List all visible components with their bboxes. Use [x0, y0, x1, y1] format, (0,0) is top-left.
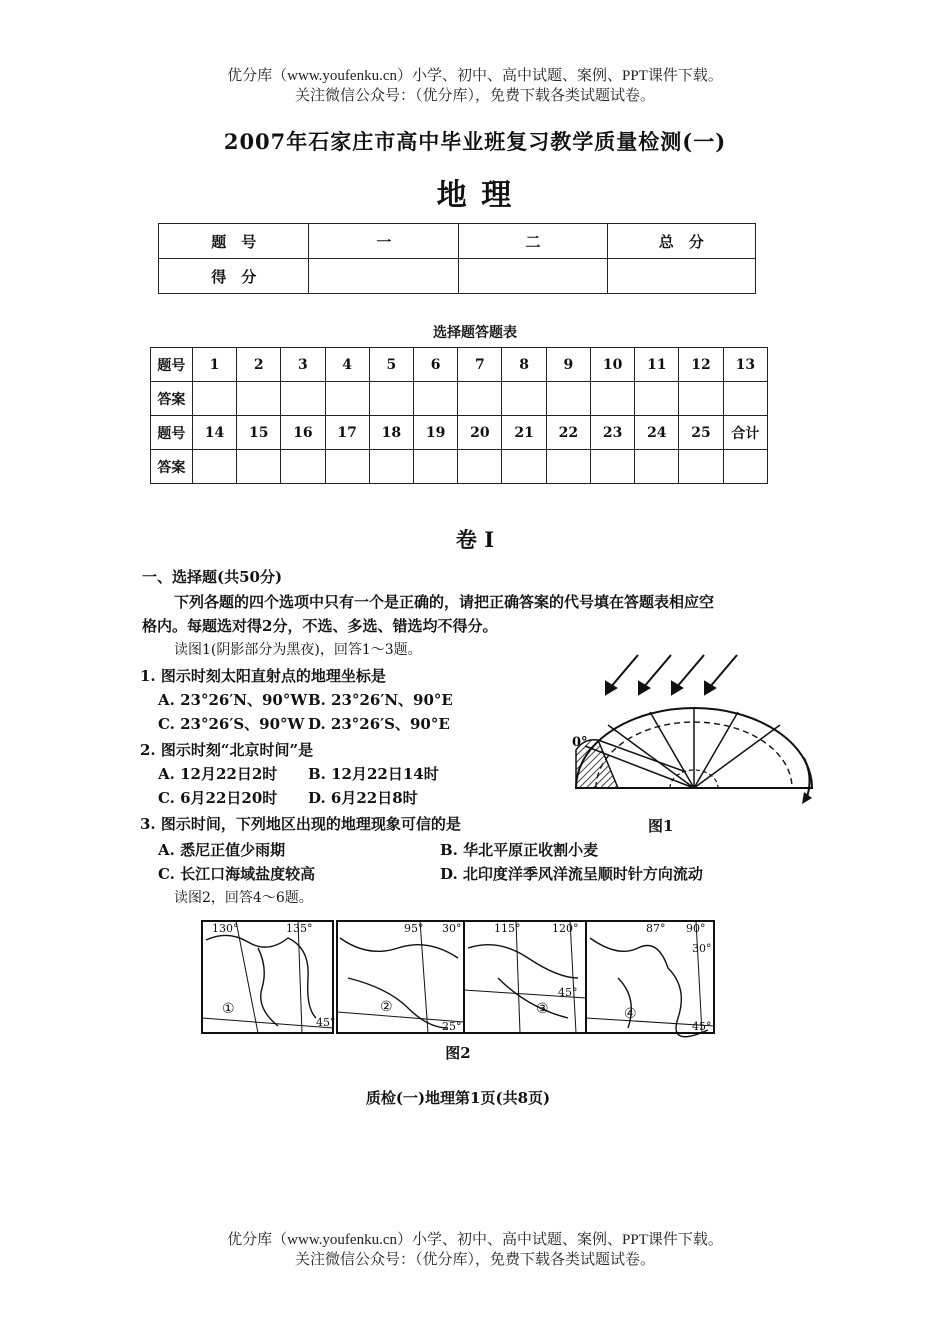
zero-degree-label: 0° [572, 735, 588, 750]
answer-table-caption: 选择题答题表 [433, 325, 517, 341]
q3-option-d: D. 北印度洋季风洋流呈顺时针方向流动 [440, 865, 703, 883]
coord-label-130: 130° [212, 922, 239, 935]
page-footer: 质检(一)地理第1页(共8页) [365, 1089, 551, 1107]
answer-cell[interactable] [281, 382, 325, 416]
question-number-cell: 15 [237, 416, 281, 450]
answer-table [150, 347, 768, 484]
question-number-cell: 12 [679, 348, 723, 382]
coord-label-30a: 30° [442, 922, 462, 935]
answer-label-no: 题号 [151, 416, 193, 450]
question-number-cell: 13 [723, 348, 767, 382]
question-number-cell: 23 [590, 416, 634, 450]
question-number-cell: 21 [502, 416, 546, 450]
score-cell-total[interactable] [607, 259, 755, 294]
figure-1 [568, 650, 828, 810]
question-number-cell: 24 [635, 416, 679, 450]
q1-option-a: A. 23°26′N、90°W [158, 691, 308, 709]
section-heading: 一、选择题(共50分) [142, 568, 283, 586]
question-number-cell: 10 [590, 348, 634, 382]
score-table [158, 223, 756, 294]
instruction-line-1: 下列各题的四个选项中只有一个是正确的，请把正确答案的代号填在答题表相应空 [174, 593, 715, 611]
question-number-cell: 20 [458, 416, 502, 450]
coord-label-87: 87° [646, 922, 666, 935]
header-line-1: 优分库（www.youfenku.cn）小学、初中、高中试题、案例、PPT课件下载。 [227, 68, 723, 84]
question-2: 2. 图示时刻“北京时间”是 [140, 741, 314, 759]
score-label: 得 分 [159, 259, 309, 294]
sun-ray-arrows [606, 655, 737, 694]
answer-cell[interactable] [192, 450, 236, 484]
q1-option-d: D. 23°26′S、90°E [308, 715, 450, 733]
q2-option-a: A. 12月22日2时 [158, 765, 278, 783]
figure-1-caption: 图1 [648, 817, 674, 835]
answer-label-no: 题号 [151, 348, 193, 382]
coord-label-45a: 45° [316, 1016, 336, 1029]
panel-label-3: ③ [536, 1001, 549, 1017]
question-number-cell: 9 [546, 348, 590, 382]
question-number-cell: 2 [237, 348, 281, 382]
question-number-cell: 1 [192, 348, 236, 382]
header-line-2: 关注微信公众号：（优分库），免费下载各类试题试卷。 [294, 88, 655, 104]
answer-label-ans: 答案 [151, 450, 193, 484]
answer-cell[interactable] [590, 382, 634, 416]
panel-label-4: ④ [624, 1006, 637, 1022]
question-number-cell: 19 [414, 416, 458, 450]
q2-option-b: B. 12月22日14时 [308, 765, 439, 783]
panel-label-1: ① [222, 1001, 235, 1017]
answer-cell[interactable] [546, 382, 590, 416]
volume-heading: 卷 I [455, 527, 495, 552]
q1-option-b: B. 23°26′N、90°E [308, 691, 453, 709]
question-number-cell: 22 [546, 416, 590, 450]
answer-cell[interactable] [635, 450, 679, 484]
score-header-2: 二 [459, 224, 607, 259]
answer-cell[interactable] [458, 450, 502, 484]
question-number-cell: 17 [325, 416, 369, 450]
answer-cell[interactable] [237, 382, 281, 416]
figure-2 [198, 918, 718, 1038]
coord-label-135: 135° [286, 922, 313, 935]
answer-label-ans: 答案 [151, 382, 193, 416]
question-number-cell: 8 [502, 348, 546, 382]
answer-cell[interactable] [325, 382, 369, 416]
answer-cell[interactable] [237, 450, 281, 484]
q2-option-c: C. 6月22日20时 [158, 789, 278, 807]
map-panel-2 [337, 921, 464, 1033]
map-grid-lines [202, 921, 714, 1033]
footer-line-1: 优分库（www.youfenku.cn）小学、初中、高中试题、案例、PPT课件下载。 [227, 1232, 723, 1248]
instruction-line-2: 格内。每题选对得2分，不选、多选、错选均不得分。 [142, 617, 498, 635]
q3-option-b: B. 华北平原正收割小麦 [440, 841, 599, 859]
q3-option-c: C. 长江口海域盐度较高 [158, 865, 316, 883]
answer-cell[interactable] [502, 450, 546, 484]
question-number-cell: 5 [369, 348, 413, 382]
question-number-cell: 14 [192, 416, 236, 450]
answer-cell[interactable] [458, 382, 502, 416]
question-number-cell: 合计 [723, 416, 767, 450]
answer-cell[interactable] [281, 450, 325, 484]
map-panel-4 [586, 921, 714, 1033]
answer-cell[interactable] [192, 382, 236, 416]
q3-option-a: A. 悉尼正值少雨期 [158, 841, 286, 859]
answer-cell[interactable] [679, 450, 723, 484]
read-fig1: 读图1(阴影部分为黑夜)，回答1～3题。 [174, 642, 422, 658]
footer-line-2: 关注微信公众号：（优分库），免费下载各类试题试卷。 [294, 1252, 655, 1268]
question-number-cell: 11 [635, 348, 679, 382]
q2-option-d: D. 6月22日8时 [308, 789, 418, 807]
coord-label-95: 95° [404, 922, 424, 935]
question-number-cell: 6 [414, 348, 458, 382]
coord-label-45c: 45° [692, 1020, 712, 1033]
answer-cell[interactable] [679, 382, 723, 416]
answer-cell[interactable] [723, 382, 767, 416]
q1-option-c: C. 23°26′S、90°W [158, 715, 305, 733]
question-1: 1. 图示时刻太阳直射点的地理坐标是 [140, 667, 386, 685]
panel-label-2: ② [380, 999, 393, 1015]
answer-cell[interactable] [369, 382, 413, 416]
question-number-cell: 7 [458, 348, 502, 382]
answer-cell[interactable] [325, 450, 369, 484]
answer-cell[interactable] [723, 450, 767, 484]
answer-cell[interactable] [502, 382, 546, 416]
answer-cell[interactable] [590, 450, 634, 484]
answer-cell[interactable] [414, 382, 458, 416]
score-header-1: 一 [309, 224, 459, 259]
question-number-cell: 25 [679, 416, 723, 450]
question-number-cell: 4 [325, 348, 369, 382]
answer-cell[interactable] [369, 450, 413, 484]
answer-cell[interactable] [414, 450, 458, 484]
question-number-cell: 18 [369, 416, 413, 450]
answer-cell[interactable] [546, 450, 590, 484]
question-number-cell: 3 [281, 348, 325, 382]
figure-2-caption: 图2 [445, 1044, 471, 1062]
coord-label-90: 90° [686, 922, 706, 935]
score-cell-1[interactable] [309, 259, 459, 294]
page-title: 2007年石家庄市高中毕业班复习教学质量检测(一) [223, 129, 727, 154]
coord-label-115: 115° [494, 922, 521, 935]
read-fig2: 读图2，回答4～6题。 [174, 890, 313, 906]
coord-label-120: 120° [552, 922, 579, 935]
question-number-cell: 16 [281, 416, 325, 450]
answer-cell[interactable] [635, 382, 679, 416]
coord-label-45b: 45° [558, 986, 578, 999]
subject-title: 地 理 [436, 178, 514, 213]
score-cell-2[interactable] [459, 259, 607, 294]
score-header-no: 题 号 [159, 224, 309, 259]
coord-label-30b: 30° [692, 942, 712, 955]
question-3: 3. 图示时间，下列地区出现的地理现象可信的是 [140, 815, 461, 833]
coord-label-25: 25° [442, 1020, 462, 1033]
meridian-lines [585, 708, 780, 788]
score-header-total: 总 分 [607, 224, 755, 259]
